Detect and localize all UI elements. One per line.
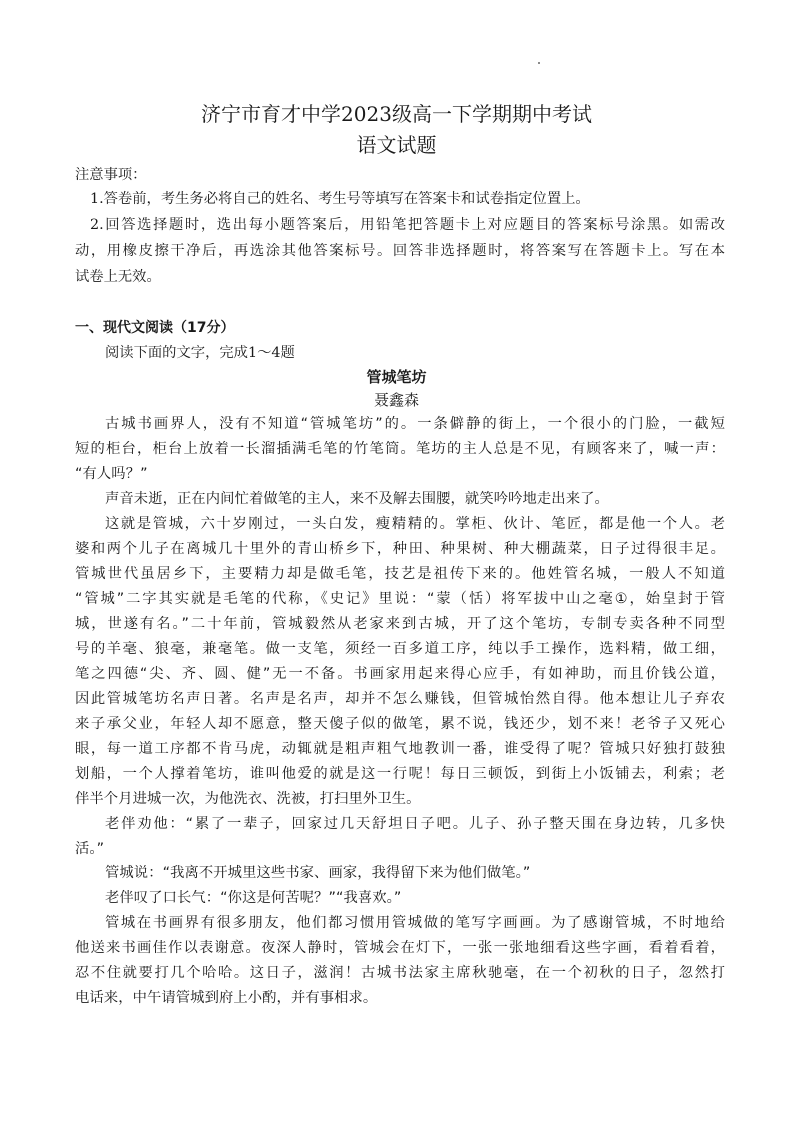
article-line: “管城”二字其实就是毛笔的代称，《史记》里说：“蒙（恬）将军拔中山之毫①，始皇封于管 bbox=[75, 591, 725, 607]
exam-title: 济宁市育才中学2023级高一下学期期中考试 bbox=[201, 102, 592, 126]
scan-speck bbox=[538, 62, 540, 64]
article-line: 他送来书画佳作以表谢意。夜深人静时，管城会在灯下，一张一张地细看这些字画，看着看着， bbox=[75, 940, 725, 956]
article-line: 划船，一个人撑着笔坊，谁叫他爱的就是这一行呢！每日三顿饭，到街上小饭铺去，利索；老 bbox=[75, 766, 725, 782]
article-line: 婆和两个儿子在离城几十里外的青山桥乡下，种田、种果树、种大棚蔬菜，日子过得很丰足。 bbox=[75, 541, 725, 557]
article-line: 活。” bbox=[75, 841, 105, 857]
article-line: 管城在书画界有很多朋友，他们都习惯用管城做的笔写字画画。为了感谢管城，不时地给 bbox=[105, 915, 725, 931]
article-line: 因此管城笔坊名声日著。名声是名声，却并不怎么赚钱，但管城怡然自得。他本想让儿子弃农 bbox=[75, 691, 725, 707]
notes-line: 1.答卷前，考生务必将自己的姓名、考生号等填写在答案卡和试卷指定位置上。 bbox=[90, 191, 590, 207]
section-heading: 一、现代文阅读（17分） bbox=[75, 320, 235, 336]
article-line: 城，世遂有名。”二十年前，管城毅然从老家来到古城，开了这个笔坊，专制专卖各种不同型 bbox=[75, 616, 725, 632]
exam-subtitle: 语文试题 bbox=[356, 133, 437, 157]
article-line: “有人吗？” bbox=[75, 466, 148, 482]
notes-heading: 注意事项： bbox=[75, 167, 147, 183]
article-title: 管城笔坊 bbox=[366, 368, 427, 386]
article-line: 老伴叹了口长气：“你这是何苦呢？”“我喜欢。” bbox=[105, 890, 402, 906]
article-line: 来子承父业，年轻人却不愿意，整天傻子似的做笔，累不说，钱还少，划不来！老爷子又死心 bbox=[75, 716, 725, 732]
article-line: 这就是管城，六十岁刚过，一头白发，瘦精精的。掌柜、伙计、笔匠，都是他一个人。老 bbox=[105, 516, 725, 532]
article-line: 短的柜台，柜台上放着一长溜插满毛笔的竹笔筒。笔坊的主人总是不见，有顾客来了，喊一声： bbox=[75, 441, 725, 457]
article-author: 聂鑫森 bbox=[373, 391, 419, 409]
notes-line: 2.回答选择题时，选出每小题答案后，用铅笔把答题卡上对应题目的答案标号涂黑。如需改 bbox=[90, 217, 725, 233]
article-line: 古城书画界人，没有不知道“管城笔坊”的。一条僻静的街上，一个很小的门脸，一截短 bbox=[105, 416, 725, 432]
notes-line: 动，用橡皮擦干净后，再选涂其他答案标号。回答非选择题时，将答案写在答题卡上。写在本 bbox=[75, 243, 725, 259]
article-line: 管城说：“我离不开城里这些书家、画家，我得留下来为他们做笔。” bbox=[105, 865, 531, 881]
article-line: 忍不住就要打几个哈哈。这日子，滋润！古城书法家主席秋驰毫，在一个初秋的日子，忽然打 bbox=[75, 965, 725, 981]
article-line: 伴半个月进城一次，为他洗衣、洗被，打扫里外卫生。 bbox=[75, 791, 421, 807]
article-line: 老伴劝他：“累了一辈子，回家过几天舒坦日子吧。儿子、孙子整天围在身边转，几多快 bbox=[105, 816, 725, 832]
article-line: 管城世代虽居乡下，主要精力却是做毛笔，技艺是祖传下来的。他姓管名城，一般人不知道 bbox=[75, 566, 725, 582]
notes-line: 试卷上无效。 bbox=[75, 269, 161, 285]
article-line: 声音未逝，正在内间忙着做笔的主人，来不及解去围腰，就笑吟吟地走出来了。 bbox=[105, 491, 609, 507]
article-line: 电话来，中午请管城到府上小酌，并有事相求。 bbox=[75, 990, 378, 1006]
section-instruction: 阅读下面的文字，完成1～4题 bbox=[105, 345, 295, 361]
article-line: 眼，每一道工序都不肯马虎，动辄就是粗声粗气地教训一番，谁受得了呢？管城只好独打鼓独 bbox=[75, 741, 725, 757]
article-line: 号的羊毫、狼毫，兼毫笔。做一支笔，须经一百多道工序，纯以手工操作，选料精，做工细， bbox=[75, 641, 725, 657]
article-line: 笔之四德“尖、齐、圆、健”无一不备。书画家用起来得心应手，有如神助，而且价钱公道， bbox=[75, 666, 725, 682]
